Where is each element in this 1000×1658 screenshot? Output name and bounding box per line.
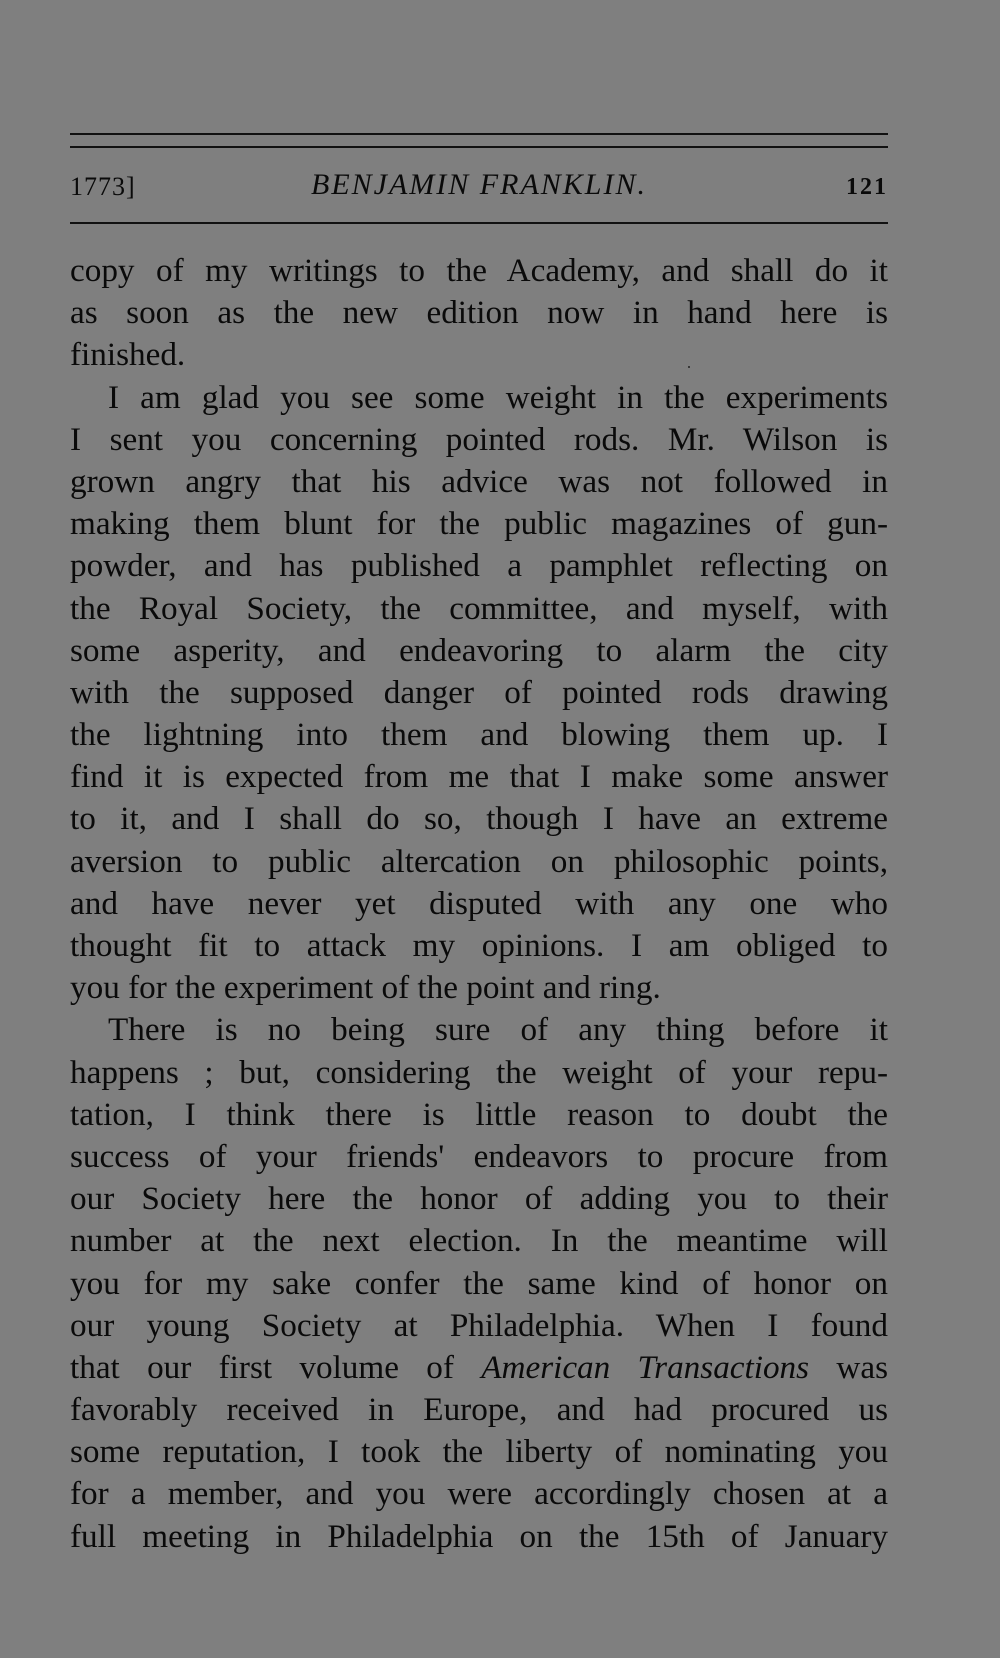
text-line: our young Society at Philadelphia. When I found — [70, 1306, 888, 1344]
text-line: find it is expected from me that I make some answer — [70, 758, 888, 796]
text-line: aversion to public altercation on philosophic points, — [70, 842, 888, 880]
header-year: 1773] — [70, 172, 136, 201]
text-line: success of your friends' endeavors to procure from — [70, 1137, 888, 1175]
running-header — [70, 168, 888, 208]
text-line: making them blunt for the public magazines of gun- — [70, 505, 888, 543]
text-segment: was — [809, 1348, 888, 1386]
text-line: you for the experiment of the point and ring. — [70, 969, 661, 1007]
header-title: BENJAMIN FRANKLIN. — [311, 168, 647, 201]
text-line: number at the next election. In the meantime will — [70, 1222, 888, 1260]
text-line: copy of my writings to the Academy, and shall do it — [70, 252, 888, 289]
text-line: I sent you concerning pointed rods. Mr. Wilson is — [70, 420, 888, 458]
paragraph-start-line: I am glad you see some weight in the experiments — [108, 378, 888, 416]
page-number: 121 — [846, 174, 888, 200]
print-speck — [688, 366, 690, 368]
header-rule-top — [70, 133, 888, 135]
header-rule-bottom — [70, 222, 888, 224]
text-line: the lightning into them and blowing them up. I — [70, 716, 888, 754]
text-line: the Royal Society, the committee, and myself, with — [70, 589, 888, 627]
text-line: full meeting in Philadelphia on the 15th of January — [70, 1517, 888, 1555]
italic-book-title: American Transactions — [481, 1348, 810, 1386]
body-text — [70, 250, 888, 1558]
text-line: grown angry that his advice was not followed in — [70, 462, 888, 500]
text-line: as soon as the new edition now in hand here is — [70, 294, 888, 332]
text-line: favorably received in Europe, and had procured us — [70, 1391, 888, 1429]
text-line: finished. — [70, 336, 186, 374]
text-segment: that our first volume of — [70, 1348, 482, 1386]
text-line-with-italic-title — [70, 1347, 888, 1389]
text-line: you for my sake confer the same kind of honor on — [70, 1264, 888, 1302]
text-line: powder, and has published a pamphlet reflecting on — [70, 547, 888, 585]
text-line: our Society here the honor of adding you to their — [70, 1180, 888, 1218]
text-line: some asperity, and endeavoring to alarm the city — [70, 631, 888, 669]
text-line: with the supposed danger of pointed rods drawing — [70, 673, 888, 711]
paragraph-start-line: There is no being sure of any thing before it — [108, 1011, 888, 1049]
text-line: and have never yet disputed with any one who — [70, 884, 888, 922]
text-line: thought fit to attack my opinions. I am obliged to — [70, 927, 888, 964]
text-line: some reputation, I took the liberty of nominating you — [70, 1433, 888, 1471]
header-rule-top-inner — [70, 146, 888, 148]
book-page — [70, 0, 888, 1658]
text-line: to it, and I shall do so, though I have an extreme — [70, 800, 888, 838]
text-line: tation, I think there is little reason to doubt the — [70, 1095, 888, 1133]
text-line: happens ; but, considering the weight of your repu- — [70, 1053, 888, 1091]
text-line: for a member, and you were accordingly chosen at a — [70, 1475, 888, 1513]
